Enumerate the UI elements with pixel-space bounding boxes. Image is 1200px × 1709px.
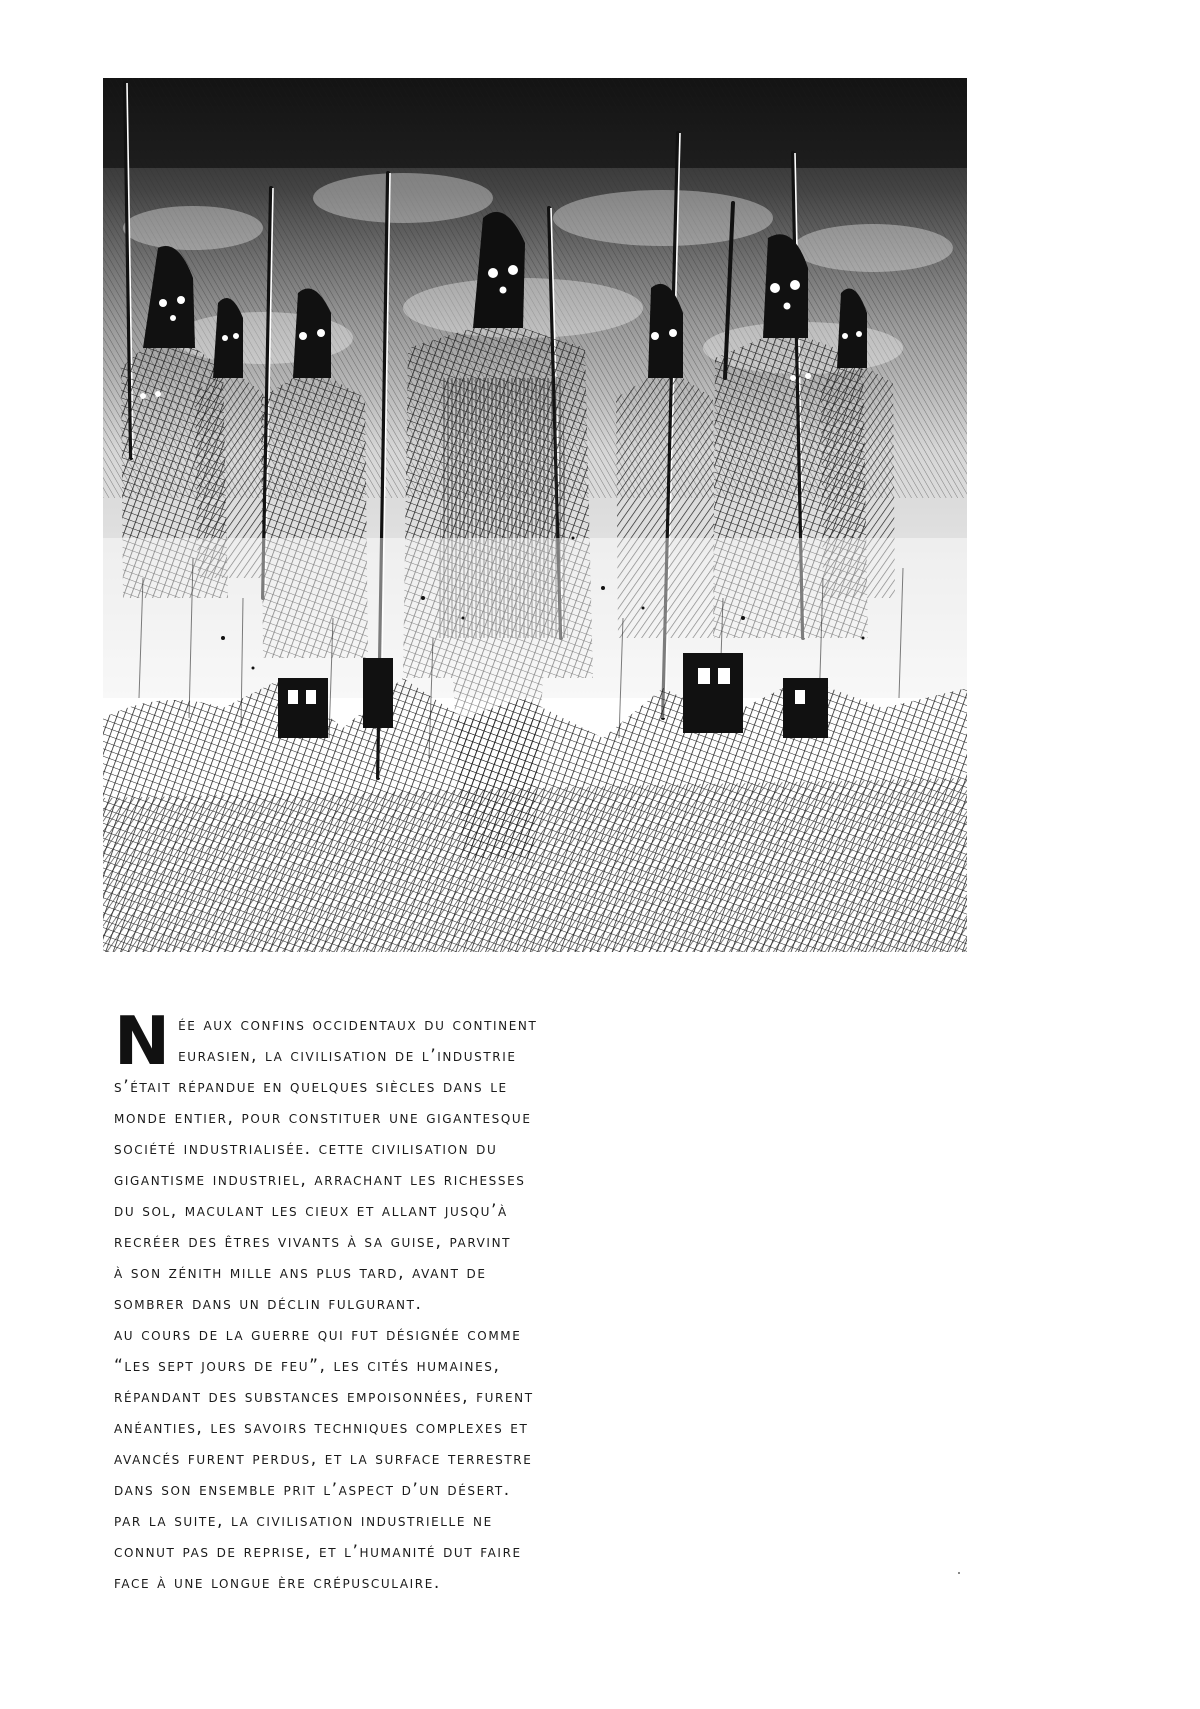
narrative-text xyxy=(114,1002,674,1599)
text-line: recréer des êtres vivants à sa guise, parvint xyxy=(114,1232,512,1252)
text-line: avancés furent perdus, et la surface terrestre xyxy=(114,1449,533,1469)
text-line: à son zénith mille ans plus tard, avant de xyxy=(114,1263,487,1283)
text-line: monde entier, pour constituer une gigantesque xyxy=(114,1108,532,1128)
text-line: au cours de la guerre qui fut désignée comme xyxy=(114,1325,522,1345)
print-mark xyxy=(958,1572,960,1574)
text-line: anéanties, les savoirs techniques complexes et xyxy=(114,1418,529,1438)
text-line: société industrialisée. cette civilisation du xyxy=(114,1139,498,1159)
text-line: par la suite, la civilisation industrielle ne xyxy=(114,1511,493,1531)
text-line: sombrer dans un déclin fulgurant. xyxy=(114,1294,423,1314)
paragraph-1 xyxy=(114,1002,674,1320)
paragraph-3 xyxy=(114,1506,674,1599)
text-line: du sol, maculant les cieux et allant jusqu’à xyxy=(114,1201,508,1221)
ink-drawing xyxy=(103,78,967,952)
text-line: “les sept jours de feu”, les cités humaines, xyxy=(114,1356,501,1376)
text-line: face à une longue ère crépusculaire. xyxy=(114,1573,441,1593)
text-line: gigantisme industriel, arrachant les richesses xyxy=(114,1170,526,1190)
text-line: eurasien, la civilisation de l’industrie xyxy=(178,1046,517,1066)
text-line: dans son ensemble prit l’aspect d’un désert. xyxy=(114,1480,511,1500)
paragraph-2 xyxy=(114,1320,674,1506)
text-line: s’était répandue en quelques siècles dans le xyxy=(114,1077,508,1097)
text-line: connut pas de reprise, et l’humanité dut faire xyxy=(114,1542,522,1562)
text-line: ée aux confins occidentaux du continent xyxy=(178,1015,538,1035)
giant-warriors-illustration xyxy=(103,78,967,952)
drop-cap: N xyxy=(114,1002,171,1080)
text-line: répandant des substances empoisonnées, furent xyxy=(114,1387,534,1407)
